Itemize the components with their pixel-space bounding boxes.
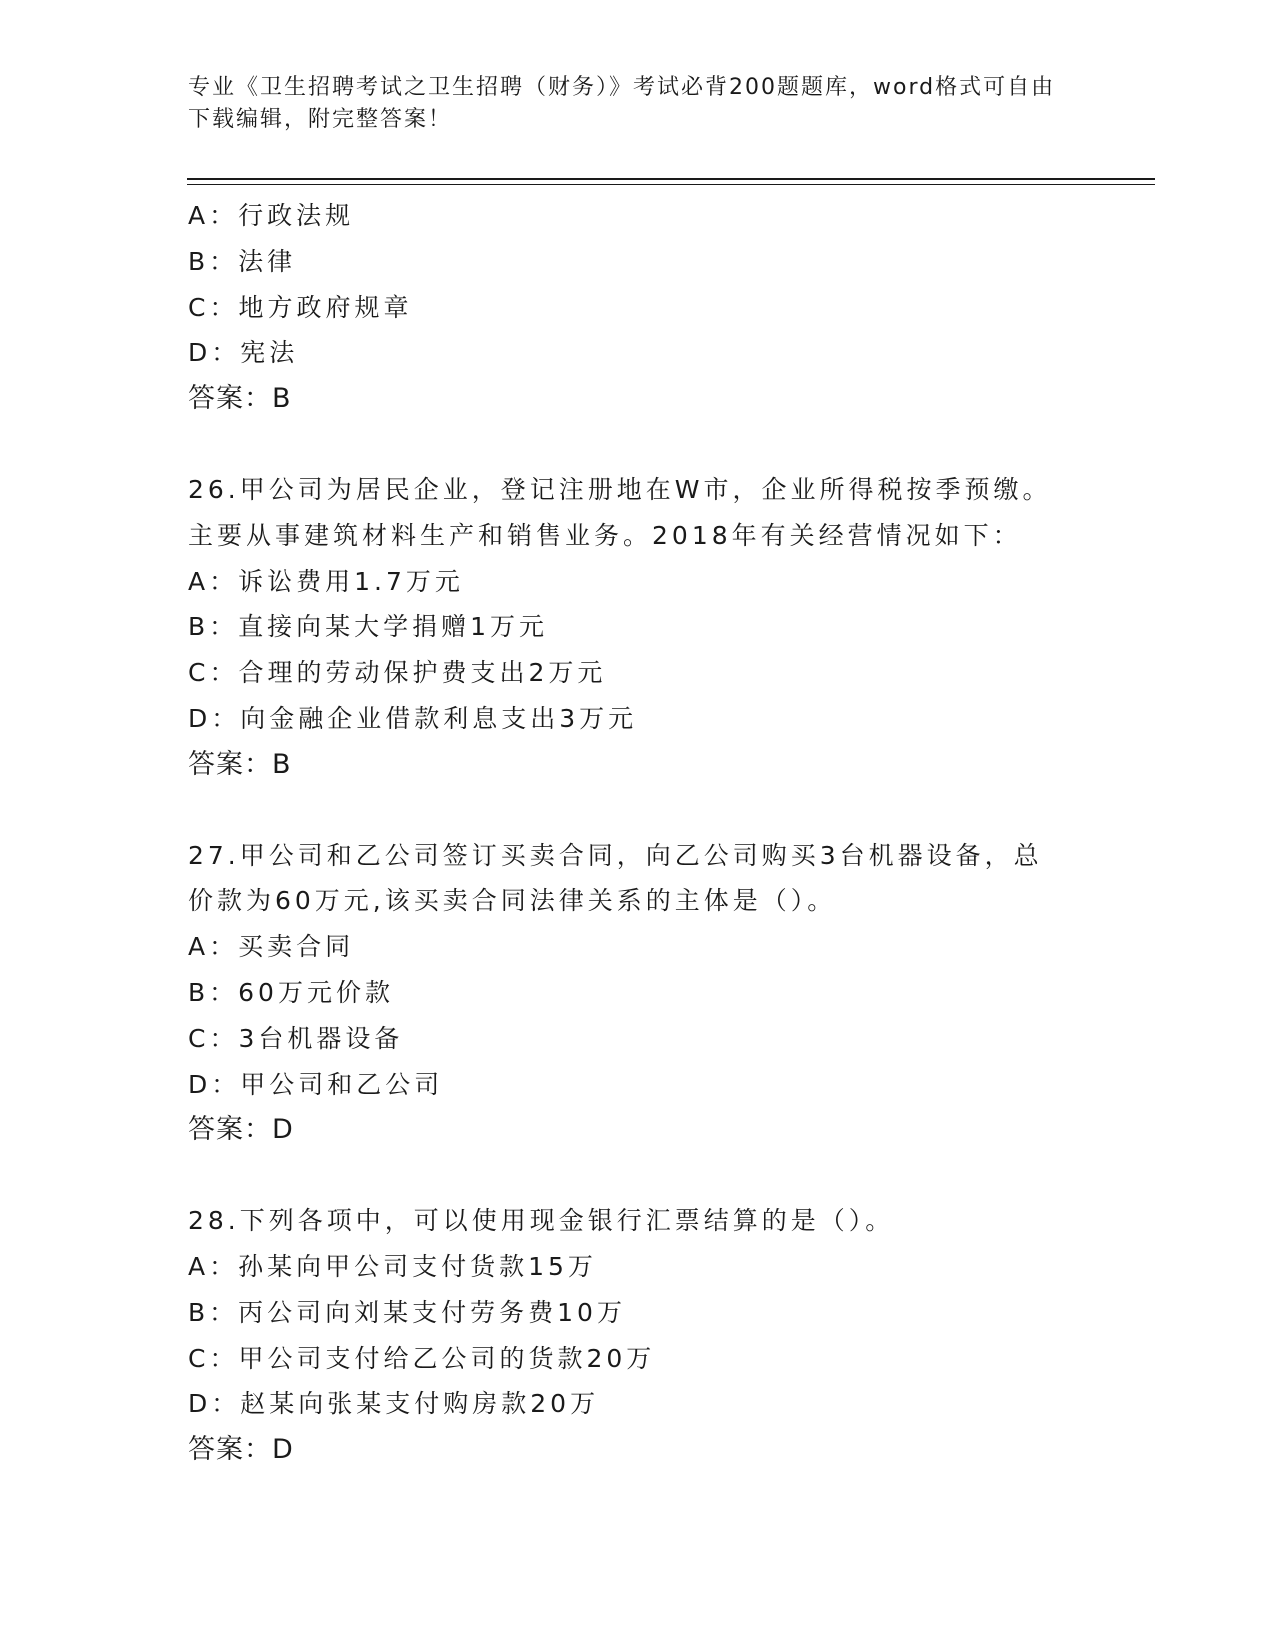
answer: 答案：B	[188, 748, 292, 780]
header-rule-top	[187, 178, 1155, 180]
option-c: C：合理的劳动保护费支出2万元	[188, 658, 607, 688]
option-a: A：买卖合同	[188, 932, 355, 962]
document-title: 专业《卫生招聘考试之卫生招聘（财务）》考试必背200题题库，word格式可自由下载编辑，附完整答案！	[188, 75, 1056, 132]
question-block-28	[188, 1198, 1088, 1473]
option-d: D：甲公司和乙公司	[188, 1069, 444, 1099]
answer: 答案：D	[188, 1114, 294, 1146]
answer: 答案：B	[188, 383, 292, 415]
option-c: C：3台机器设备	[188, 1023, 404, 1053]
answer: 答案：D	[188, 1434, 294, 1466]
option-d: D：向金融企业借款利息支出3万元	[188, 703, 638, 733]
option-b: B：直接向某大学捐赠1万元	[188, 612, 549, 642]
question-stem: 28.下列各项中，可以使用现金银行汇票结算的是（）。	[188, 1206, 895, 1236]
option-a: A：行政法规	[188, 201, 355, 230]
option-d: D：赵某向张某支付购房款20万	[188, 1389, 600, 1419]
header-rule-bottom	[187, 184, 1155, 185]
option-c: C：甲公司支付给乙公司的货款20万	[188, 1343, 656, 1373]
option-b: B：60万元价款	[188, 977, 394, 1007]
option-d: D：宪法	[188, 338, 299, 368]
question-stem: 26.甲公司为居民企业，登记注册地在W市，企业所得税按季预缴。主要从事建筑材料生产和销售业务。2018年有关经营情况如下：	[188, 474, 1052, 550]
option-b: B：法律	[188, 246, 297, 276]
option-c: C：地方政府规章	[188, 292, 413, 322]
question-block-27	[188, 833, 1088, 1154]
option-a: A：孙某向甲公司支付货款15万	[188, 1251, 597, 1281]
question-stem: 27.甲公司和乙公司签订买卖合同，向乙公司购买3台机器设备，总价款为60万元,该买卖合同法律关系的主体是（）。	[188, 840, 1043, 916]
option-b: B：丙公司向刘某支付劳务费10万	[188, 1297, 626, 1327]
question-block-25	[188, 193, 1088, 422]
option-a: A：诉讼费用1.7万元	[188, 566, 464, 596]
question-block-26	[188, 467, 1088, 788]
question-list	[188, 193, 1088, 1518]
